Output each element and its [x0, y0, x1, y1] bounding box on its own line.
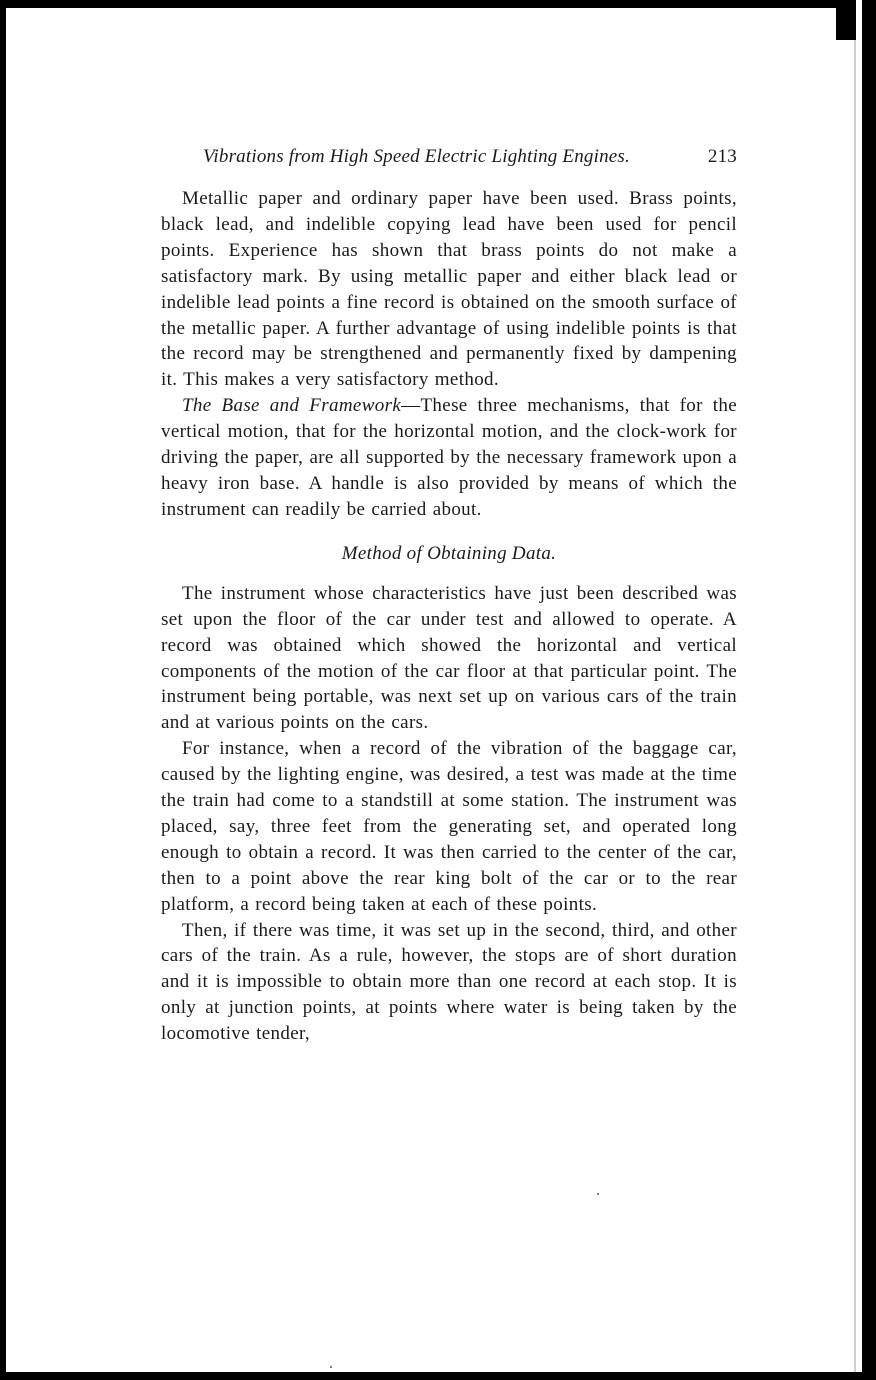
paragraph-method-2: For instance, when a record of the vibration of the baggage car, caused by the lighting engine, was desired, a test was made at the time the train had come to a standstill at some station. The instrument was placed, say, three feet from the generating set, and operated long enough to obtain a record. It was then carried to the center of the car, then to a point above the rear king bolt of the car or to the rear platform, a record being taken at each of these points.	[161, 738, 737, 915]
paragraph-base-framework-text: —These three mechanisms, that for the vertical motion, that for the horizontal motion, and the clock-work for driving the paper, are all supported by the necessary framework upon a heavy iron base. A handle is also provided by means of which the instrument can readily be carried about.	[161, 395, 737, 520]
paragraph-base-framework	[161, 393, 737, 523]
scan-speck	[330, 1366, 332, 1368]
scan-speck	[597, 1193, 599, 1195]
run-in-heading: The Base and Framework	[182, 395, 402, 417]
paragraph-method-3: Then, if there was time, it was set up in the second, third, and other cars of the train. As a rule, however, the stops are of short duration and it is impossible to obtain more than one record at each stop. It is only at junction points, at points where water is being taken by the locomotive tender,	[161, 919, 737, 1045]
page-number: 213	[707, 146, 737, 167]
page-body	[161, 146, 737, 1047]
scan-edge-top-right	[836, 0, 856, 40]
section-heading: Method of Obtaining Data.	[341, 542, 557, 564]
scan-edge-top	[0, 0, 876, 8]
scan-edge-bottom	[0, 1372, 876, 1380]
scan-edge-right	[862, 0, 876, 1380]
running-head-title: Vibrations from High Speed Electric Lighting Engines.	[203, 146, 630, 167]
scan-edge-right-inner	[854, 0, 862, 1380]
paragraph-method-1: The instrument whose characteristics have just been described was set upon the floor of the car under test and allowed to operate. A record was obtained which showed the horizontal and vertical components of the motion of the car floor at that particular point. The instrument being portable, was next set up on various cars of the train and at various points on the cars.	[161, 582, 737, 734]
paragraph-recording-materials: Metallic paper and ordinary paper have been used. Brass points, black lead, and indelible copying lead have been used for pencil points. Experience has shown that brass points do not make a satisfactory mark. By using metallic paper and either black lead or indelible lead points a fine record is obtained on the smooth surface of the metallic paper. A further advantage of using indelible points is that the record may be strengthened and permanently fixed by dampening it. This makes a very satisfactory method.	[161, 188, 737, 391]
running-head	[203, 146, 737, 168]
scan-edge-left	[0, 0, 6, 1380]
